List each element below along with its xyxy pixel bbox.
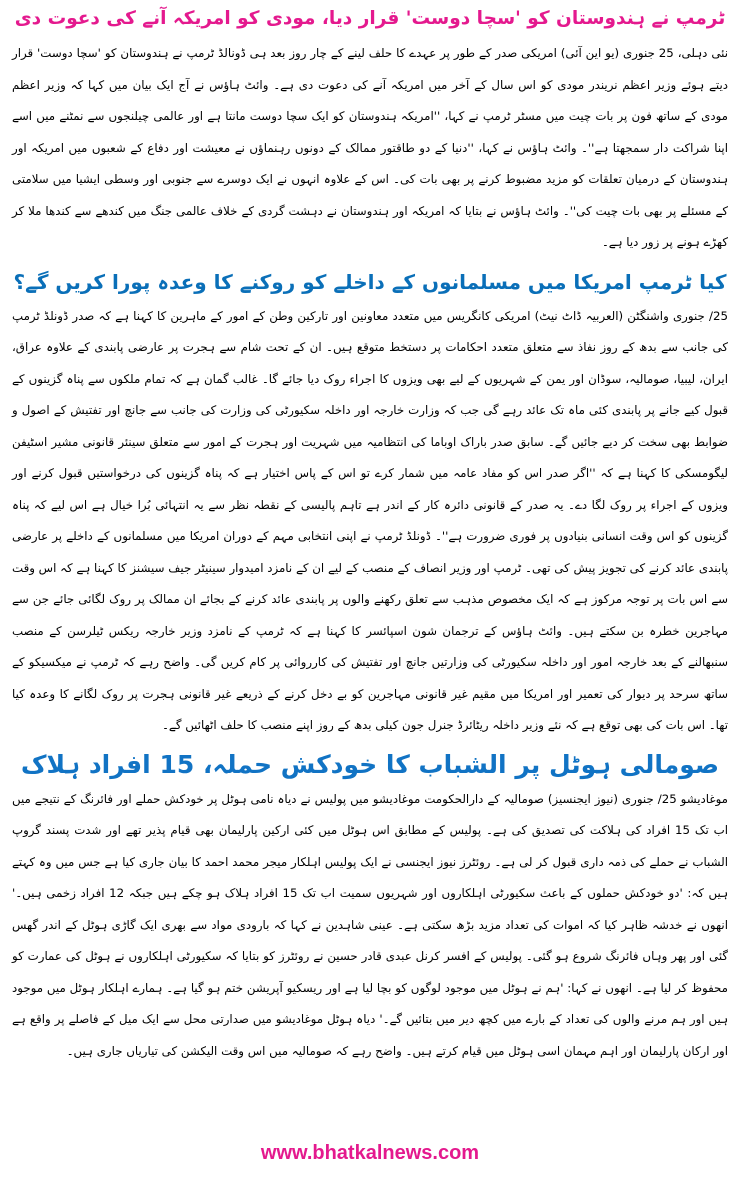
article-3-headline: صومالی ہوٹل پر الشباب کا خودکش حملہ، 15 افراد ہلاک (20, 749, 720, 779)
article-2-body: 25/ جنوری واشنگٹن (العربیہ ڈاٹ نیٹ) امریکی کانگریس میں متعدد معاونین اور تارکین وطن کے امور کے ماہرین کا کہنا ہے کہ صدر ڈونلڈ ٹرمپ کی جانب سے بدھ کے روز نفاذ سے متعلق متعدد احکامات پر دستخط متوقع ہیں۔ ان کے تحت شام سے ہجرت پر عارضی پابندی کے علاوہ عراق، ایران، لیبیا، صومالیہ، سوڈان اور یمن کے شہریوں کے لیے بھی ویزوں کا اجراء روک دیا جائے گا۔ غالب گمان ہے کہ تمام ملکوں سے پناہ گزینوں کے قبول کیے جانے پر پابندی کئی ماہ تک عائد رہے گی جب کہ وزارت خارجہ اور داخلہ سکیورٹی کی وزارت کی جانب سے جانچ اور تفتیش کے اصول و ضوابط بھی سخت کر دیے جائیں گے۔ سابق صدر باراک اوباما کی انتظامیہ میں شہریت اور ہجرت کے امور سے متعلق سینئر قانونی مشیر اسٹیفن لیگومسکی کا کہنا ہے کہ ''اگر صدر اس کو مفاد عامہ میں شمار کرے تو اس کے پاس اختیار ہے کہ پناہ گزینوں کی درخواستیں قبول کرنے اور ویزوں کے اجراء پر روک لگا دے۔ یہ صدر کے قانونی دائرہ کار کے اندر ہے تاہم پالیسی کے نقطہ نظر سے یہ انتہائی بُرا خیال ہے اس لیے کہ پناہ گزینوں کو اس وقت انسانی بنیادوں پر فوری ضرورت ہے''۔ ڈونلڈ ٹرمپ نے اپنی انتخابی مہم کے دوران امریکا میں مسلمانوں کے داخلے پر عارضی پابندی عائد کرنے کی تجویز پیش کی تھی۔ ٹرمپ اور وزیر انصاف کے منصب کے لیے ان کے نامزد امیدوار سینیٹر جیف سیشنز کا کہنا ہے کہ اس وقت سے اس بات پر توجہ مرکوز ہے کہ ایک مخصوص مذہب سے تعلق رکھنے والوں پر پابندی عائد کرنے کے بجائے ان ممالک پر روک لگائی جائے جن سے مہاجرین خطرہ بن سکتے ہیں۔ وائٹ ہاؤس کے ترجمان شون اسپائسر کا کہنا ہے کہ ٹرمپ کے نامزد وزیر خارجہ ریکس ٹیلرسن کے منصب سنبھالنے کے بعد خارجہ امور اور داخلہ سکیورٹی کی وزارتیں جانچ اور تفتیش کی کارروائی پر کام کریں گی۔ واضح رہے کہ ٹرمپ نے میکسیکو کے ساتھ سرحد پر دیوار کی تعمیر اور امریکا میں مقیم غیر قانونی مہاجرین کو بے دخل کرنے کے ذریعے غیر قانونی ہجرت پر روک لگانے کا وعدہ کیا تھا۔ اس بات کی بھی توقع ہے کہ نئے وزیر داخلہ ریٹائرڈ جنرل جون کیلی بدھ کے روز اپنے منصب کا حلف اٹھائیں گے۔ (12, 308, 728, 732)
article-1-body: نئی دہلی، 25 جنوری (یو این آئی) امریکی صدر کے طور پر عہدے کا حلف لینے کے چار روز بعد ہی ڈونالڈ ٹرمپ نے ہندوستان کو 'سچا دوست' قرار دیتے ہوئے وزیر اعظم نریندر مودی کو اس سال کے آخر میں امریکہ آنے کی دعوت دی ہے۔ وائٹ ہاؤس نے آج ایک بیان میں کہا کہ وزیر اعظم مودی کے ساتھ فون پر بات چیت میں مسٹر ٹرمپ نے کہا، ''امریکہ ہندوستان کو ایک سچا دوست مانتا ہے اور عالمی چیلنجوں سے نمٹنے میں اسے اپنا شراکت دار سمجھتا ہے''۔ وائٹ ہاؤس نے کہا، ''دنیا کے دو طاقتور ممالک کے دونوں رہنماؤں نے معیشت اور دفاع کے شعبوں میں امریکہ اور ہندوستان کے درمیان تعلقات کو مزید مضبوط کرنے پر بھی بات کی۔ اس کے علاوہ انہوں نے ایک دوسرے سے جنوبی اور وسطی ایشیا میں سلامتی کے مسئلے پر بھی بات چیت کی''۔ وائٹ ہاؤس نے بتایا کہ امریکہ اور ہندوستان نے دہشت گردی کے خلاف عالمی جنگ میں کندھے سے کندھا ملا کر کھڑے ہونے پر زور دیا ہے۔ (12, 46, 729, 249)
article-1-headline: ٹرمپ نے ہندوستان کو 'سچا دوست' قرار دیا، مودی کو امریکہ آنے کی دعوت دی (14, 8, 726, 29)
article-2-headline: کیا ٹرمپ امریکا میں مسلمانوں کے داخلے کو روکنے کا وعدہ پورا کریں گے؟ (13, 269, 727, 294)
website-url-banner: www.bhatkalnews.com (260, 1142, 480, 1164)
article-3-body: موغادیشو 25/ جنوری (نیوز ایجنسیز) صومالیہ کے دارالحکومت موغادیشو میں پولیس نے دیاہ نامی ہوٹل پر خودکش حملے اور فائرنگ کے نتیجے میں اب تک 15 افراد کی ہلاکت کی تصدیق کی ہے۔ پولیس کے مطابق اس ہوٹل میں کئی ارکین پارلیمان بھی قیام پذیر تھے اور شدت پسند گروپ الشباب نے حملے کی ذمہ داری قبول کر لی ہے۔ روئٹرز نیوز ایجنسی نے ایک پولیس اہلکار میجر محمد احمد کا بیان جاری کیا ہے جس میں وہ کہتے ہیں کہ: 'دو خودکش حملوں کے باعث سکیورٹی اہلکاروں اور شہریوں سمیت اب تک 15 افراد ہلاک ہو چکے ہیں جبکہ 12 افراد زخمی ہیں۔' انھوں نے خدشہ ظاہر کیا کہ اموات کی تعداد مزید بڑھ سکتی ہے۔ عینی شاہدین نے کہا کہ بارودی مواد سے بھری ایک گاڑی ہوٹل کے اندر گھس گئی اور پھر وہاں فائرنگ شروع ہو گئی۔ پولیس کے افسر کرنل عبدی قادر حسین نے روئٹرز کو بتایا کہ سکیورٹی اہلکاروں نے ہوٹل کی عمارت کو محفوظ کر لیا ہے۔ انھوں نے کہا: 'ہم نے ہوٹل میں موجود لوگوں کو بچا لیا ہے اور ریسکیو آپریشن ختم ہو گیا ہے۔ ہمارے اہلکار ہوٹل میں موجود ہیں اور ہم مرنے والوں کی تعداد کے بارے میں کچھ دیر میں بتائیں گے۔' دیاہ ہوٹل موغادیشو میں صدارتی محل سے ایک میل کے فاصلے پر واقع ہے اور ارکان پارلیمان اور اہم مہمان اسی ہوٹل میں قیام کرتے ہیں۔ واضح رہے کہ صومالیہ میں اس وقت الیکشن کی تیاریاں جاری ہیں۔ (12, 791, 728, 1058)
